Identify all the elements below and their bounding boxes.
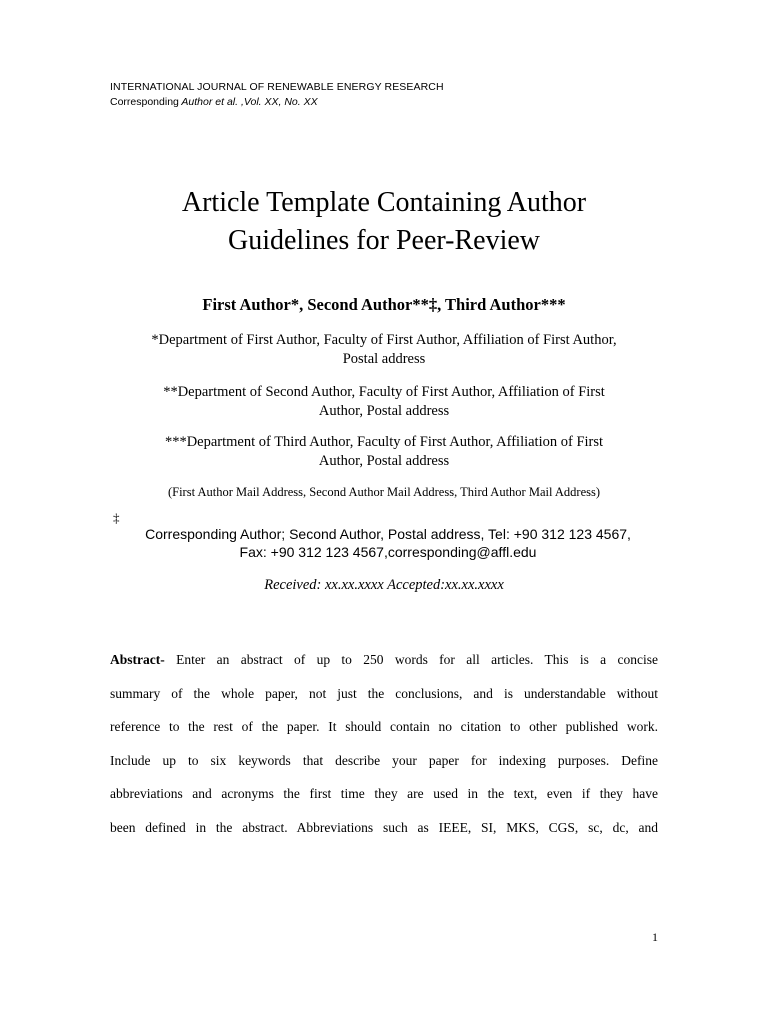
affiliation-third-author (110, 433, 658, 471)
author-mail-addresses: (First Author Mail Address, Second Author Mail Address, Third Author Mail Address) (167, 485, 601, 499)
article-title-line-2: Guidelines for Peer-Review (227, 225, 540, 256)
corresponding-author-info (118, 525, 658, 561)
corresponding-line-2: Fax: +90 312 123 4567,corresponding@affl.edu (239, 544, 537, 560)
article-title (110, 184, 658, 260)
abstract-text: Enter an abstract of up to 250 words for all articles. This is a concise (164, 652, 658, 667)
running-head (110, 80, 444, 110)
abstract-line (110, 643, 658, 677)
affiliation-line: **Department of Second Author, Faculty of First Author, Affiliation of First (163, 384, 605, 400)
abstract-line: summary of the whole paper, not just the conclusions, and is understandable without (110, 685, 658, 701)
affiliation-first-author (110, 331, 658, 369)
abstract-section (110, 643, 658, 845)
received-accepted-dates: Received: xx.xx.xxxx Accepted:xx.xx.xxxx (264, 577, 504, 593)
abstract-line: reference to the rest of the paper. It should contain no citation to other published work. (110, 719, 658, 735)
journal-name: INTERNATIONAL JOURNAL OF RENEWABLE ENERGY RESEARCH (110, 81, 444, 93)
affiliation-line: Author, Postal address (318, 403, 450, 419)
affiliation-line: Postal address (342, 351, 426, 367)
running-head-corresponding: Corresponding (110, 96, 179, 108)
corresponding-marker: ‡ (113, 510, 120, 525)
affiliation-line: *Department of First Author, Faculty of First Author, Affiliation of First Author, (151, 332, 617, 348)
corresponding-line-1: Corresponding Author; Second Author, Postal address, Tel: +90 312 123 4567, (145, 526, 631, 542)
abstract-line: been defined in the abstract. Abbreviations such as IEEE, SI, MKS, CGS, sc, dc, and (110, 819, 658, 835)
affiliation-second-author (110, 383, 658, 421)
abstract-line: Include up to six keywords that describe your paper for indexing purposes. Define (110, 752, 658, 768)
running-head-author-volume: Author et al. ,Vol. XX, No. XX (178, 96, 318, 108)
abstract-line: abbreviations and acronyms the first time they are used in the text, even if they have (110, 786, 658, 802)
author-list: First Author*, Second Author**‡, Third Author*** (202, 295, 566, 314)
affiliation-line: Author, Postal address (318, 453, 450, 469)
running-head-citation (110, 95, 444, 110)
affiliation-line: ***Department of Third Author, Faculty of First Author, Affiliation of First (164, 434, 604, 450)
article-title-line-1: Article Template Containing Author (181, 187, 587, 218)
page-number: 1 (652, 930, 658, 944)
abstract-label: Abstract- (110, 652, 165, 667)
